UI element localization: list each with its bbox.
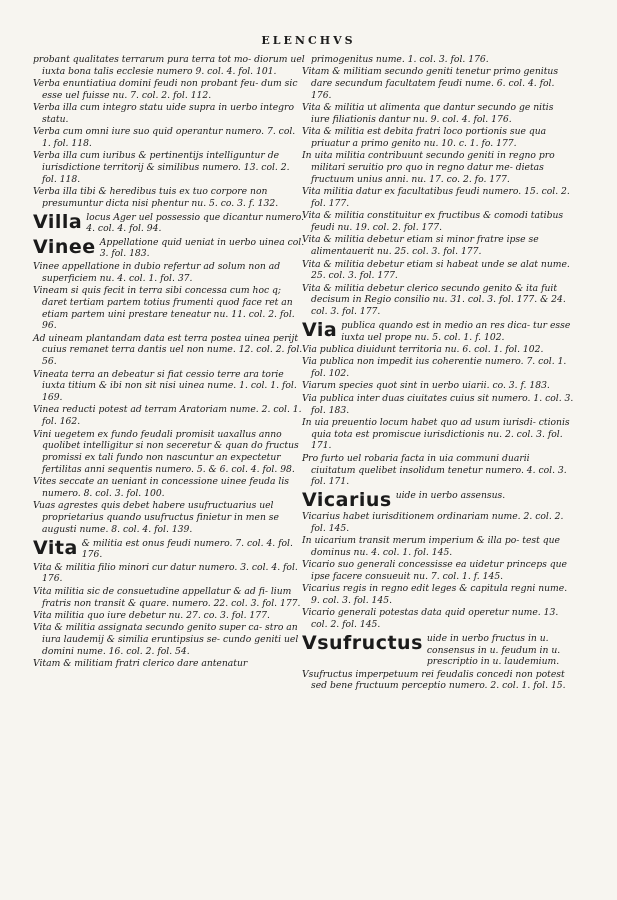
index-heading — [302, 490, 574, 510]
index-entry-continuation: primogenitus nume. 1. col. 3. fol. 176. — [311, 54, 489, 65]
index-entry: Vicario suo generali concessisse ea uidetur princeps que ipse facere consueuit nu. 7. col. 1. f. 145. — [302, 559, 567, 583]
index-entry: Vita militia quo iure debetur nu. 27. co. 3. fol. 177. — [33, 609, 270, 621]
index-heading — [33, 538, 305, 561]
index-entry: In uita militia contribuunt secundo geniti in regno pro militari seruitio pro quo in regno datur me- dietas fructuum unius anni. nu. 17. co. 2. fo. 177. — [302, 150, 555, 185]
heading-word: Vsufructus — [302, 632, 423, 655]
index-entry: Verba enuntiatiua domini feudi non probant feu- dum sic esse uel fuisse nu. 7. col. 2. fol. 112. — [33, 78, 298, 101]
index-entry: Via publica inter duas ciuitates cuius sit numero. 1. col. 3. fol. 183. — [302, 392, 574, 416]
index-entry: Vites seccate an ueniant in concessione uinee feuda lis numero. 8. col. 3. fol. 100. — [33, 476, 289, 499]
index-entry: Vicarius habet iurisditionem ordinariam nume. 2. col. 2. fol. 145. — [302, 511, 564, 534]
index-entry: Vitam & militiam fratri clerico dare antenatur — [33, 658, 248, 670]
index-entry: Vinea reducti potest ad terram Aratoriam nume. 2. col. 1. fol. 162. — [33, 404, 302, 428]
index-entry: Vita & militia debetur clerico secundo genito & ita fuit decisum in Regio consilio nu. 31. col. 3. fol. 177. & 24. col. 3. fol. 177. — [302, 282, 566, 318]
index-heading — [302, 320, 574, 343]
heading-note: & militia est onus feudi numero. 7. col. 4. fol. 176. — [81, 537, 293, 561]
heading-word: Vita — [33, 536, 78, 559]
index-entry: Vitam & militiam secundo geniti tenetur primo genitus dare secundum facultatem feudi nume. 6. col. 4. fol. 176. — [302, 66, 559, 101]
index-heading — [33, 212, 305, 235]
index-entry: Vineata terra an debeatur si fiat cessio terre ara torie iuxta titium & ibi non sit nisi uinea nume. 1. col. 1. fol. 169. — [33, 368, 297, 404]
index-entry: Vicarius regis in regno edit leges & capitula regni nume. 9. col. 3. fol. 145. — [302, 583, 568, 607]
index-entry: Vita militia sic de consuetudine appellatur & ad fi- lium fratris non transit & quare. numero. 22. col. 3. fol. 177. — [33, 585, 301, 609]
index-entry: Vita & militia debetur etiam si minor fratre ipse se alimentauerit nu. 25. col. 3. fol. 177. — [302, 234, 539, 258]
heading-word: Via — [302, 319, 338, 342]
heading-note: Appellatione quid ueniat in uerbo uinea col. 3. fol. 183. — [99, 236, 305, 260]
index-entry: Via publica non impedit ius coherentie numero. 7. col. 1. fol. 102. — [302, 356, 567, 380]
index-entry: Vita & militia est debita fratri loco portionis sue qua priuatur a primo genito nu. 10. c. 1. fo. 177. — [302, 126, 547, 150]
index-entry: Vita & militia debetur etiam si habeat unde se alat nume. 25. col. 3. fol. 177. — [302, 258, 570, 282]
heading-note: locus Ager uel possessio que dicantur numero. 4. col. 4. fol. 94. — [86, 211, 305, 235]
right-column — [302, 54, 574, 693]
index-entry: Vita & militia filio minori cur datur numero. 3. col. 4. fol. 176. — [33, 561, 298, 585]
heading-word: Villa — [33, 210, 83, 233]
index-heading — [302, 633, 574, 668]
heading-note: uide in uerbo assensus. — [395, 490, 506, 502]
index-entry: Vita & militia assignata secundo genito super ca- stro an iura laudemij & similia eruntipsius se- cundo geniti uel domini nume. 16. col. 2. fol. 54. — [33, 622, 299, 657]
index-entry: Vsufructus imperpetuum rei feudalis concedi non potest sed bene fructuum perceptio numero. 2. col. 1. fol. 15. — [302, 668, 566, 692]
index-entry: Vicario generali potestas data quid operetur nume. 13. col. 2. fol. 145. — [302, 607, 559, 631]
index-entry: Pro furto uel robaria facta in uia communi duarii ciuitatum quelibet insolidum tenetur numero. 4. col. 3. fol. 171. — [302, 452, 567, 488]
running-head: ELENCHVS — [261, 34, 356, 47]
heading-note: uide in uerbo fructus in u. consensus in u. feudum in u. prescriptio in u. laudemium. — [426, 633, 561, 668]
index-heading — [33, 237, 305, 260]
index-entry: Vineam si quis fecit in terra sibi concessa cum hoc q; daret tertiam partem totius frumenti quod face ret an etiam partem uini prestare teneatur nu. 11. col. 2. fol. 96. — [33, 284, 295, 332]
heading-note: publica quando est in medio an res dica- tur esse iuxta uel prope nu. 5. col. 1. f. 102. — [341, 320, 571, 343]
index-entry: Verba cum omni iure suo quid operantur numero. 7. col. 1. fol. 118. — [33, 126, 296, 150]
index-entry: Vinee appellatione in dubio refertur ad solum non ad superficiem nu. 4. col. 1. fol. 37. — [33, 260, 281, 284]
index-entry: Vini uegetem ex fundo feudali promisit uaxallus anno quolibet intelligitur si non seceretur & quan do fructus promissi ex tali fundo non nascuntur an expectetur fertilitas anni sequentis numero. 5. & 6. col. 4. fol. 98. — [33, 428, 299, 475]
index-entry: Vita & militia constituitur ex fructibus & comodi tatibus feudi nu. 19. col. 2. fol. 177. — [302, 210, 564, 234]
index-entry: Verba illa tibi & heredibus tuis ex tuo corpore non presumuntur dicta nisi phentur nu. 5. co. 3. f. 132. — [33, 186, 279, 210]
index-entry: Verba illa cum integro statu uide supra in uerbo integro statu. — [33, 102, 294, 125]
index-entry: Vuas agrestes quis debet habere usufructuarius uel proprietarius quando usufructus finietur in men se augusti nume. 8. col. 4. fol. 139. — [33, 500, 279, 535]
index-entry: probant qualitates terrarum pura terra tot mo- diorum uel iuxta bona talis ecclesie numero 9. col. 4. fol. 101. — [33, 54, 305, 77]
index-entry: In uia preuentio locum habet quo ad usum iurisdi- ctionis quia tota est promiscue iurisdictionis nu. 2. col. 3. fol. 171. — [302, 416, 570, 452]
index-entry: Vita & militia ut alimenta que dantur secundo ge nitis iure filiationis dantur nu. 9. col. 4. fol. 176. — [302, 102, 554, 125]
index-entry: Vita militia datur ex facultatibus feudi numero. 15. col. 2. fol. 177. — [302, 186, 570, 210]
index-entry: Ad uineam plantandam data est terra postea uinea perijt cuius remanet terra dantis uel non nume. 12. col. 2. fol. 56. — [33, 332, 303, 368]
index-entry: Viarum species quot sint in uerbo uiarii. co. 3. f. 183. — [302, 380, 550, 392]
index-entry: Verba illa cum iuribus & pertinentijs intelliguntur de iurisdictione territorij & similibus numero. 13. col. 2. fol. 118. — [33, 150, 290, 185]
index-entry: Via publica diuidunt territoria nu. 6. col. 1. fol. 102. — [302, 344, 544, 356]
heading-word: Vinee — [33, 235, 96, 258]
heading-word: Vicarius — [302, 489, 392, 512]
index-entry: In uicarium transit merum imperium & illa po- test que dominus nu. 4. col. 1. fol. 145. — [302, 535, 560, 558]
left-column — [33, 54, 305, 670]
